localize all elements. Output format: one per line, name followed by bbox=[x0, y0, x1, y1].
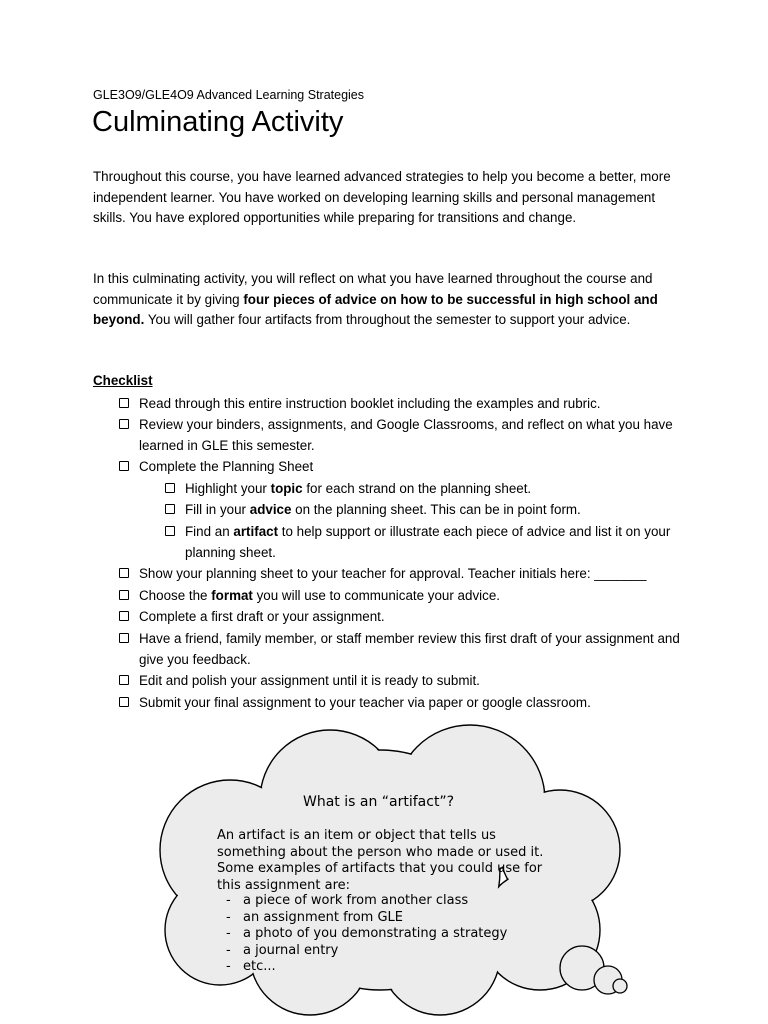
list-item: - etc... bbox=[226, 959, 276, 974]
checklist-item: Choose the format you will use to communicate your advice. bbox=[139, 588, 500, 603]
checklist-item: Complete a first draft or your assignment. bbox=[139, 609, 385, 624]
checklist-item: Complete the Planning Sheet bbox=[139, 459, 314, 474]
checklist-subitem: Highlight your topic for each strand on the planning sheet. bbox=[185, 481, 532, 496]
artifact-definition: An artifact is an item or object that tells us something about the person who made or used it. Some examples of artifacts that you could use for this assignment are: bbox=[217, 828, 544, 893]
checklist-item: Submit your final assignment to your teacher via paper or google classroom. bbox=[139, 695, 591, 710]
checklist-item: Review your binders, assignments, and Google Classrooms, and reflect on what you have learned in GLE this semester. bbox=[139, 417, 673, 453]
intro-text-a: In this culminating activity, you will reflect on what you have learned throughout the course and communicate it by giving bbox=[93, 271, 653, 307]
intro-paragraph-1: Throughout this course, you have learned advanced strategies to help you become a better, more independent learner. You have worked on developing learning skills and personal management skills. You have explored opportunities while preparing for transitions and change. bbox=[93, 169, 671, 226]
list-item: - an assignment from GLE bbox=[226, 909, 403, 925]
checklist-subitem: Fill in your advice on the planning sheet. This can be in point form. bbox=[185, 502, 581, 517]
checklist-heading: Checklist bbox=[93, 373, 153, 388]
checklist-item: Have a friend, family member, or staff member review this first draft of your assignment and give you feedback. bbox=[139, 631, 680, 667]
checklist-subitem: Find an artifact to help support or illustrate each piece of advice and list it on your planning sheet. bbox=[185, 524, 671, 560]
list-item: - a photo of you demonstrating a strategy bbox=[226, 926, 508, 941]
page-title: Culminating Activity bbox=[92, 106, 344, 138]
artifact-heading: What is an “artifact”? bbox=[303, 794, 455, 810]
artifact-examples-list bbox=[226, 893, 507, 976]
intro-text-b: You will gather four artifacts from throughout the semester to support your advice. bbox=[144, 312, 631, 328]
intro-bold-advice: four pieces of advice on how to be successful in high school and beyond. bbox=[93, 291, 658, 328]
list-item: - a journal entry bbox=[226, 942, 339, 958]
course-code: GLE3O9/GLE4O9 Advanced Learning Strategies bbox=[93, 88, 365, 102]
checklist-item: Edit and polish your assignment until it is ready to submit. bbox=[139, 673, 480, 688]
checklist-item: Read through this entire instruction booklet including the examples and rubric. bbox=[139, 396, 601, 411]
list-item: - a piece of work from another class bbox=[226, 893, 469, 908]
checklist-item: Show your planning sheet to your teacher for approval. Teacher initials here: _______ bbox=[139, 566, 647, 581]
